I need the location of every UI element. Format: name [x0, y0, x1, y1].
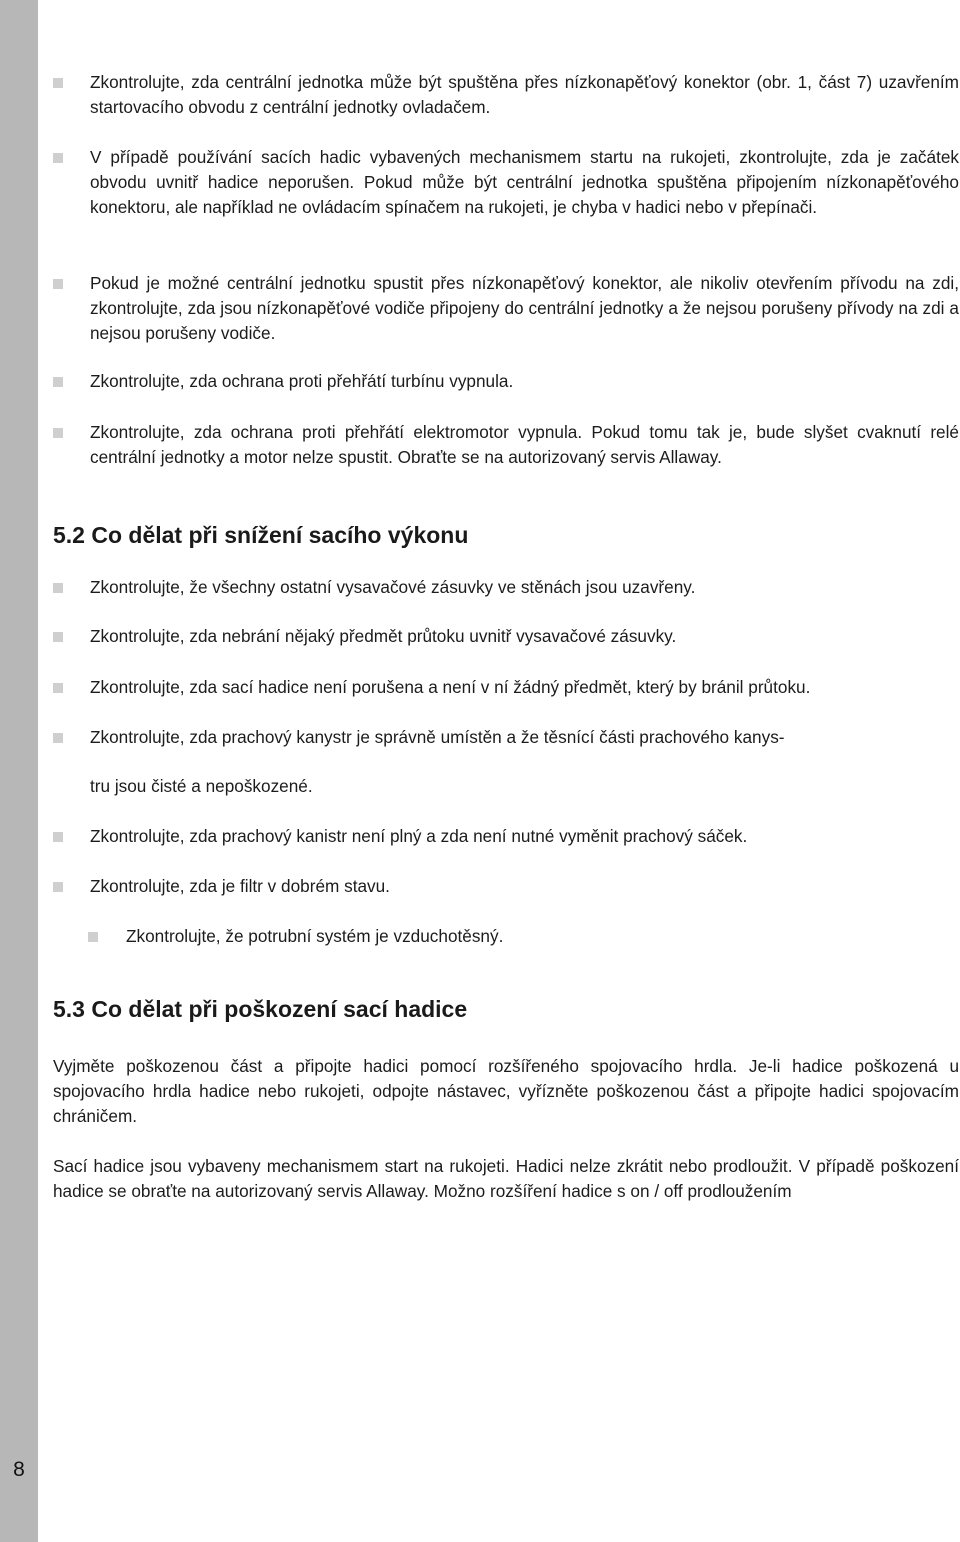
list-item	[53, 624, 959, 649]
list-item	[53, 369, 959, 394]
square-bullet-icon	[53, 882, 63, 892]
list-item-text: Zkontrolujte, zda nebrání nějaký předmět průtoku uvnitř vysavačové zásuvky.	[90, 626, 677, 646]
list-item	[53, 575, 959, 600]
list-item-text: Zkontrolujte, zda centrální jednotka může být spuštěna přes nízkonapěťový konektor (obr. 1, část 7) uzavřením startovacího obvodu z centrální jednotky ovladačem.	[90, 72, 959, 117]
list-item-text: Zkontrolujte, zda je filtr v dobrém stavu.	[90, 876, 390, 896]
square-bullet-icon	[53, 153, 63, 163]
list-item	[53, 675, 959, 700]
page-number: 8	[13, 1458, 25, 1481]
list-item-text: Zkontrolujte, zda ochrana proti přehřátí turbínu vypnula.	[90, 371, 514, 391]
square-bullet-icon	[53, 279, 63, 289]
square-bullet-icon	[53, 683, 63, 693]
list-item-text: tru jsou čisté a nepoškozené.	[90, 776, 313, 796]
page-side-strip	[0, 0, 38, 1542]
list-item	[53, 70, 959, 120]
square-bullet-icon	[53, 832, 63, 842]
list-item-continuation	[53, 774, 959, 799]
square-bullet-icon	[53, 733, 63, 743]
list-item-text: Zkontrolujte, zda sací hadice není porušena a není v ní žádný předmět, který by bránil průtoku.	[90, 677, 811, 697]
list-item-text: Zkontrolujte, že všechny ostatní vysavačové zásuvky ve stěnách jsou uzavřeny.	[90, 577, 696, 597]
list-item-text: Pokud je možné centrální jednotku spustit přes nízkonapěťový konektor, ale nikoliv otevřením přívodu na zdi, zkontrolujte, zda jsou nízkonapěťové vodiče připojeny do centrální jednotky a že nejsou porušeny přívody na zdi a nejsou porušeny vodiče.	[90, 273, 959, 343]
list-item-text: Zkontrolujte, že potrubní systém je vzduchotěsný.	[126, 926, 504, 946]
square-bullet-icon	[53, 583, 63, 593]
square-bullet-icon	[53, 632, 63, 642]
square-bullet-icon	[53, 78, 63, 88]
section-heading: 5.2 Co dělat při snížení sacího výkonu	[53, 522, 469, 548]
list-item-text: V případě používání sacích hadic vybavených mechanismem startu na rukojeti, zkontrolujte, zda je začátek obvodu uvnitř hadice neporušen. Pokud může být centrální jednotka spuštěna připojením nízkonapěťového konektoru, ale například ne ovládacím spínačem na rukojeti, je chyba v hadici nebo v přepínači.	[90, 147, 959, 217]
section-heading: 5.3 Co dělat při poškození sací hadice	[53, 996, 468, 1022]
list-item	[53, 420, 959, 470]
list-item	[53, 145, 959, 220]
list-item	[53, 824, 959, 849]
page-content	[53, 0, 959, 1542]
list-item	[53, 725, 959, 750]
square-bullet-icon	[53, 428, 63, 438]
square-bullet-icon	[88, 932, 98, 942]
list-item	[53, 924, 959, 949]
list-item	[53, 874, 959, 899]
list-item-text: Zkontrolujte, zda prachový kanystr je správně umístěn a že těsnící části prachového kanys-	[90, 727, 785, 747]
list-item-text: Zkontrolujte, zda prachový kanistr není plný a zda není nutné vyměnit prachový sáček.	[90, 826, 748, 846]
list-item	[53, 271, 959, 346]
list-item-text: Zkontrolujte, zda ochrana proti přehřátí elektromotor vypnula. Pokud tomu tak je, bude slyšet cvaknutí relé centrální jednotky a motor nelze spustit. Obraťte se na autorizovaný servis Allaway.	[90, 422, 959, 467]
paragraph: Sací hadice jsou vybaveny mechanismem start na rukojeti. Hadici nelze zkrátit nebo prodloužit. V případě poškození hadice se obraťte na autorizovaný servis Allaway. Možno rozšíření hadice s on / off prodloužením	[53, 1156, 959, 1201]
paragraph: Vyjměte poškozenou část a připojte hadici pomocí rozšířeného spojovacího hrdla. Je-li hadice poškozená u spojovacího hrdla hadice nebo rukojeti, odpojte nástavec, vyřízněte poškozenou část a připojte hadici spojovacím chráničem.	[53, 1056, 959, 1126]
square-bullet-icon	[53, 377, 63, 387]
